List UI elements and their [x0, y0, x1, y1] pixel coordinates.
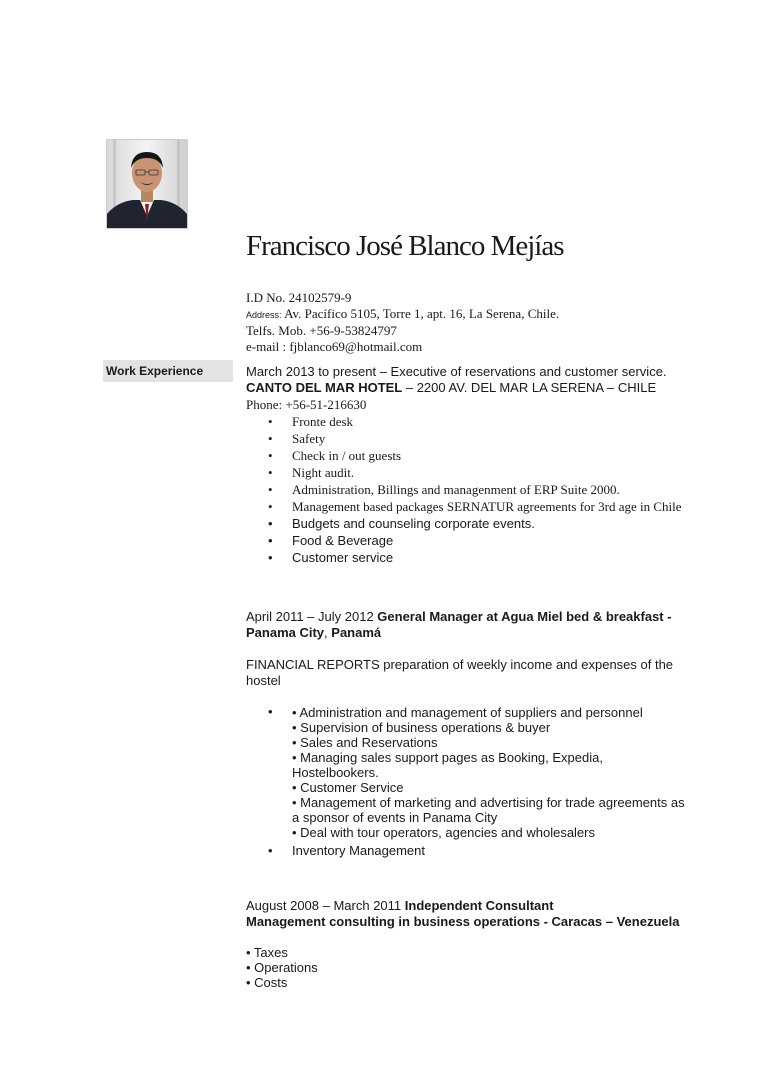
list-item: • Deal with tour operators, agencies and wholesalers	[292, 825, 595, 840]
list-item: • Taxes	[246, 945, 288, 960]
phone-numbers: Telfs. Mob. +56-9-53824797	[246, 323, 397, 338]
list-item: • Administration and management of suppliers and personnel	[292, 705, 643, 720]
person-portrait-image	[107, 140, 187, 228]
list-item: • Inventory Management	[268, 843, 425, 858]
list-item: • Budgets and counseling corporate events.	[268, 516, 535, 531]
job1-period: March 2013 to present – Executive of reservations and customer service.	[246, 364, 667, 379]
job1-duties-list	[246, 413, 696, 566]
job2-city: Panama City	[246, 625, 325, 640]
contact-block	[246, 290, 559, 354]
job3-period: August 2008 – March 2011	[246, 898, 405, 913]
list-item: • Management of marketing and advertising for trade agreements as a sponsor of events in Panama City	[292, 795, 685, 825]
job3-heading	[246, 898, 696, 914]
job-entry-independent-consultant	[246, 898, 696, 990]
list-item: • Managing sales support pages as Booking, Expedia, Hostelbookers.	[292, 750, 603, 780]
list-item: • Costs	[246, 975, 288, 990]
list-item: • Management based packages SERNATUR agreements for 3rd age in Chile	[268, 499, 682, 514]
profile-photo	[106, 139, 188, 229]
list-item: • Customer service	[268, 550, 394, 565]
job2-financial-reports: FINANCIAL REPORTS preparation of weekly income and expenses of the hostel	[246, 657, 674, 688]
bullet-icon: •	[268, 499, 273, 514]
bullet-icon: •	[268, 431, 273, 446]
job1-employer-address: – 2200 AV. DEL MAR LA SERENA – CHILE	[402, 380, 657, 395]
job2-duties-list	[246, 705, 686, 858]
list-item: • Fronte desk	[268, 414, 354, 429]
bullet-icon: •	[268, 448, 273, 463]
list-item: • Sales and Reservations	[292, 735, 438, 750]
job2-title: General Manager at Agua Miel bed & breakfast	[377, 609, 664, 624]
job-entry-canto-del-mar	[246, 364, 696, 566]
job1-phone: Phone: +56-51-216630	[246, 397, 367, 412]
list-item: • Administration, Billings and managenment of ERP Suite 2000.	[268, 482, 620, 497]
job2-duties-group	[246, 705, 686, 840]
job2-location-separator: ,	[324, 625, 332, 640]
job3-items-list	[246, 945, 696, 990]
candidate-name: Francisco José Blanco Mejías	[246, 230, 564, 262]
address-line	[246, 306, 559, 324]
bullet-icon: •	[268, 465, 273, 480]
job2-sub-items	[246, 705, 686, 840]
bullet-icon: •	[268, 550, 273, 565]
id-number: I.D No. 24102579-9	[246, 290, 352, 305]
job1-employer-name: CANTO DEL MAR HOTEL	[246, 380, 403, 395]
bullet-icon: •	[268, 704, 273, 719]
job-entry-agua-miel	[246, 609, 686, 858]
job2-country: Panamá	[331, 625, 382, 640]
bullet-icon: •	[268, 482, 273, 497]
list-item: • Night audit.	[268, 465, 355, 480]
address-label: Address:	[246, 309, 282, 320]
bullet-icon: •	[268, 414, 273, 429]
list-item: • Supervision of business operations & buyer	[292, 720, 551, 735]
job1-employer	[246, 380, 696, 396]
list-item: • Safety	[268, 431, 326, 446]
bullet-icon: •	[268, 533, 273, 548]
list-item: • Check in / out guests	[268, 448, 402, 463]
job2-period: April 2011 – July 2012	[246, 609, 378, 624]
bullet-icon: •	[268, 843, 273, 858]
job2-dash: -	[663, 609, 672, 624]
job3-description: Management consulting in business operations - Caracas – Venezuela	[246, 914, 680, 929]
bullet-icon: •	[268, 516, 273, 531]
list-item: • Operations	[246, 960, 318, 975]
work-experience-label: Work Experience	[103, 360, 233, 382]
list-item: • Food & Beverage	[268, 533, 394, 548]
job2-heading	[246, 609, 686, 641]
email-address: e-mail : fjblanco69@hotmail.com	[246, 338, 423, 354]
list-item: • Customer Service	[292, 780, 404, 795]
job3-title: Independent Consultant	[404, 898, 554, 913]
address-value: Av. Pacífico 5105, Torre 1, apt. 16, La Serena, Chile.	[284, 305, 560, 321]
